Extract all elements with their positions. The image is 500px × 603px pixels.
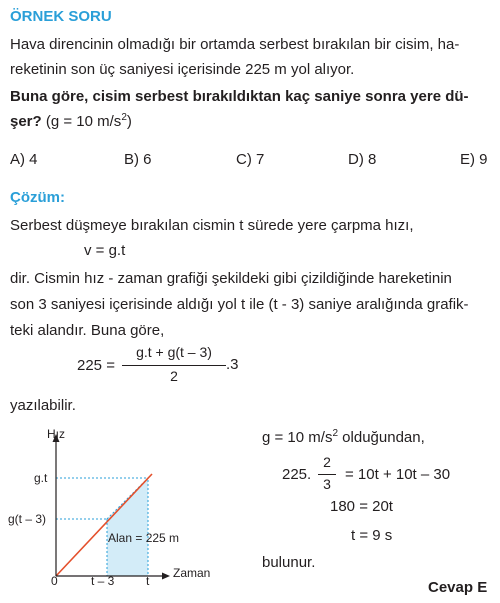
y-tick-gt: g.t: [34, 471, 48, 485]
equation-right: .3: [226, 356, 239, 373]
shaded-area: [107, 478, 148, 576]
equation-numerator: g.t + g(t – 3): [136, 344, 212, 360]
solution-para-line-3: teki alandır. Buna göre,: [10, 322, 165, 339]
solution-heading: Çözüm:: [10, 189, 65, 206]
x-axis-arrow: [162, 573, 170, 580]
option-e: E) 9: [460, 151, 488, 168]
solution-para-line-1: dir. Cismin hız - zaman grafiği şekildeki gibi çizildiğinde hareketinin: [10, 270, 452, 287]
g-value-line: g = 10 $m/s^2$ olduğundan,: [262, 428, 425, 446]
step2: 180 = 20t: [330, 498, 393, 515]
equation-fraction-bar: [122, 365, 226, 366]
formula-velocity: v = g.t: [84, 242, 126, 259]
found-text: bulunur.: [262, 554, 316, 571]
y-axis-label: Hız: [47, 427, 65, 441]
question-line-3: [10, 112, 132, 130]
x-tick-t: t: [146, 574, 150, 588]
step1-denominator: 3: [323, 476, 331, 492]
option-d: D) 8: [348, 151, 377, 168]
origin-label: 0: [51, 574, 58, 588]
example-heading: ÖRNEK SORU: [10, 8, 112, 25]
step3: t = 9 s: [351, 527, 393, 544]
answer: Cevap E: [428, 579, 488, 596]
equation-left: 225 =: [77, 357, 115, 374]
written-text: yazılabilir.: [10, 397, 76, 414]
equation-denominator: 2: [170, 368, 178, 384]
question-line-1: Hava direncinin olmadığı bir ortamda serbest bırakılan bir cisim, ha-: [10, 36, 460, 53]
option-c: C) 7: [236, 151, 265, 168]
question-bold-line-1: Buna göre, cisim serbest bırakıldıktan kaç saniye sonra yere dü-: [10, 88, 469, 105]
question-bold-line-2: şer?: [10, 113, 42, 130]
y-tick-gt3: g(t – 3): [8, 512, 47, 526]
solution-para-line-2: son 3 saniyesi içerisinde aldığı yol t ile (t - 3) saniye aralığında grafik-: [10, 296, 469, 313]
step1-right: = 10t + 10t – 30: [345, 466, 451, 483]
x-axis-label: Zaman: [173, 566, 211, 580]
question-given: (g = 10 $m/s^2$): [45, 112, 132, 130]
step1-fraction-bar: [318, 474, 336, 475]
question-line-2: reketinin son üç saniyesi içerisinde 225 m yol alıyor.: [10, 61, 355, 78]
x-tick-t3: t – 3: [91, 574, 115, 588]
option-b: B) 6: [124, 151, 152, 168]
velocity-time-graph: [0, 420, 250, 590]
step1-left: 225.: [282, 466, 312, 483]
solution-line-1: Serbest düşmeye bırakılan cismin t sürede yere çarpma hızı,: [10, 217, 414, 234]
step1-numerator: 2: [323, 454, 331, 470]
option-a: A) 4: [10, 151, 38, 168]
area-label: Alan = 225 m: [108, 531, 180, 545]
